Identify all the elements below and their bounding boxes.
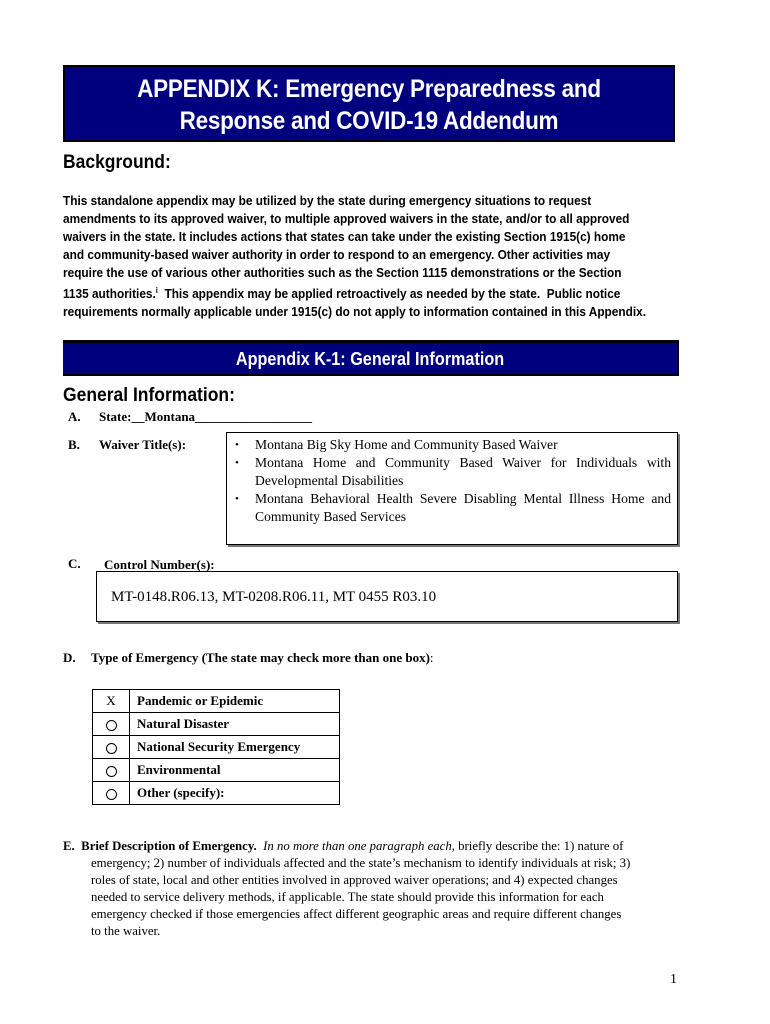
brief-description-line: emergency; 2) number of individuals affected and the state’s mechanism to identify individuals at risk; 3) [91,856,631,870]
control-number-value: MT-0148.R06.13, MT-0208.R06.11, MT 0455 R03.10 [111,589,437,605]
waiver-title-label: Waiver Title(s): [99,437,187,452]
general-information-heading: General Information: [63,385,235,406]
radio-circle-icon [106,766,117,777]
background-line: require the use of various other authorities such as the Section 1115 demonstrations or the Section [63,266,622,280]
bullet-icon: • [235,493,239,505]
emergency-type-row [93,690,340,713]
footnote-marker[interactable]: i [155,286,158,295]
brief-description-first-line [63,838,678,855]
bullet-icon: • [235,457,239,469]
section-banner-title: Appendix K-1: General Information [235,349,505,369]
background-line: amendments to its approved waiver, to multiple approved waivers in the state, and/or to all approved [63,212,630,226]
emergency-type-option-label: Other (specify): [130,782,340,805]
radio-other[interactable] [93,782,130,805]
item-d-letter: D. [63,650,76,665]
checked-mark: X [106,693,116,708]
background-line-part: 1135 authorities. [63,287,156,302]
waiver-title-text: Montana Behavioral Health Severe Disabling Mental Illness Home and Community Based Services [255,491,671,524]
control-number-field[interactable] [96,571,678,622]
appendix-title-line-1: APPENDIX K: Emergency Preparedness and [137,75,601,103]
item-c-letter: C. [68,556,81,571]
background-heading: Background: [63,152,171,173]
brief-description-block [63,838,678,940]
emergency-type-option-label: Natural Disaster [130,713,340,736]
waiver-title-text: Montana Big Sky Home and Community Based Waiver [255,437,558,452]
brief-description-line: emergency checked if those emergencies affect different geographic areas and require different changes [91,907,622,921]
waiver-title-text: Montana Home and Community Based Waiver for Individuals with Developmental Disabilities [255,455,671,488]
background-line: waivers in the state. It includes actions that states can take under the existing Section 1915(c) home [63,230,626,244]
brief-description-italic: In no more than one paragraph each [263,839,452,853]
background-line-part: This appendix may be applied retroactively as needed by the state. Public notice [157,287,621,302]
emergency-type-row [93,782,340,805]
emergency-type-option-label: Environmental [130,759,340,782]
radio-national-security[interactable] [93,736,130,759]
brief-description-label: Brief Description of Emergency. [81,839,257,853]
item-e-letter: E. [63,839,75,853]
page-number: 1 [670,972,677,987]
bullet-icon: • [235,439,239,451]
background-paragraph [63,192,674,321]
emergency-type-row [93,713,340,736]
state-field: State:__Montana__________________ [99,409,313,424]
emergency-type-row [93,736,340,759]
waiver-titles-box[interactable] [226,432,678,545]
item-a-letter: A. [68,409,81,424]
control-number-label: Control Number(s): [104,557,215,572]
brief-description-line: needed to service delivery methods, if applicable. The state should provide this information for each [91,890,604,904]
emergency-type-label-colon: : [429,650,434,665]
brief-description-line: roles of state, local and other entities involved in approved waiver operations; and 4) expected changes [91,873,618,887]
emergency-type-option-label: National Security Emergency [130,736,340,759]
background-line: requirements normally applicable under 1915(c) do not apply to information contained in this Appendix. [63,305,647,320]
background-line: and community-based waiver authority in order to respond to an emergency. Other activities may [63,248,611,262]
waiver-title-item [233,436,671,454]
radio-circle-icon [106,789,117,800]
section-banner [63,340,679,376]
waiver-titles-list [233,436,671,526]
background-line: This standalone appendix may be utilized by the state during emergency situations to request [63,194,592,208]
radio-natural-disaster[interactable] [93,713,130,736]
appendix-title-banner [63,65,675,142]
item-b-letter: B. [68,437,80,452]
appendix-title-line-2: Response and COVID-19 Addendum [179,107,559,135]
radio-circle-icon [106,743,117,754]
emergency-type-label-text: Type of Emergency (The state may check more than one box) [91,650,430,665]
radio-environmental[interactable] [93,759,130,782]
emergency-type-row [93,759,340,782]
emergency-type-option-label: Pandemic or Epidemic [130,690,340,713]
brief-description-text: , briefly describe the: 1) nature of [451,839,624,853]
checkbox-pandemic[interactable] [93,690,130,713]
radio-circle-icon [106,720,117,731]
brief-description-line: to the waiver. [91,924,161,938]
waiver-title-item [233,454,671,490]
emergency-type-label [91,650,434,666]
emergency-type-table [92,689,340,805]
waiver-title-item [233,490,671,526]
background-line-with-footnote [63,282,674,303]
